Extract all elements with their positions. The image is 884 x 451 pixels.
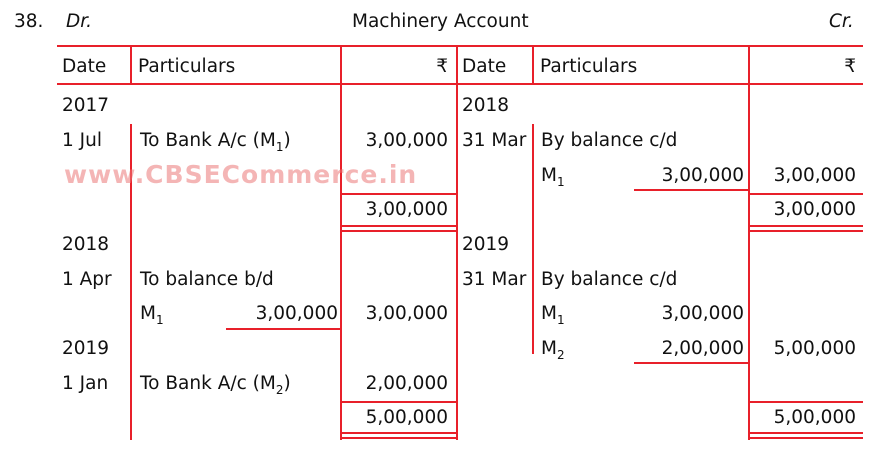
debit-particulars-header: Particulars — [138, 56, 236, 77]
debit-amount-header: ₹ — [436, 56, 448, 77]
credit-total2-top-rule — [750, 401, 863, 403]
credit-row2-item2-label: $M_2$ — [541, 338, 565, 362]
cr-label: Cr. — [829, 11, 854, 32]
table-top-rule — [57, 45, 863, 47]
debit-total1: 3,00,000 — [365, 199, 448, 220]
credit-amount-header: ₹ — [844, 56, 856, 77]
credit-date-divider-header — [532, 45, 534, 84]
debit-total2-bottom-rule — [342, 432, 456, 434]
credit-row1-item-label: $M_1$ — [541, 165, 565, 189]
credit-row2-amount: 5,00,000 — [773, 338, 856, 359]
credit-total1-top-rule — [750, 193, 863, 195]
debit-date-divider-header — [130, 45, 132, 84]
credit-total1-double-rule — [750, 230, 863, 232]
debit-year-2019: 2019 — [62, 338, 110, 359]
credit-particulars-header: Particulars — [540, 56, 638, 77]
credit-year-2019: 2019 — [462, 234, 510, 255]
account-title: Machinery Account — [352, 11, 529, 32]
debit-row1-amount: 3,00,000 — [365, 130, 448, 151]
debit-row2-date: 1 Apr — [62, 269, 112, 290]
debit-total2: 5,00,000 — [365, 407, 448, 428]
watermark: www.CBSECommerce.in — [64, 160, 418, 189]
credit-year-2018: 2018 — [462, 95, 510, 116]
debit-row1-date: 1 Jul — [62, 130, 102, 151]
debit-total2-double-rule — [342, 437, 456, 439]
debit-row3-particulars: To Bank A/c $(M_2)$ — [140, 373, 291, 397]
debit-total1-double-rule — [342, 230, 456, 232]
debit-total2-top-rule — [342, 401, 456, 403]
credit-date-divider — [532, 124, 534, 354]
credit-total2: 5,00,000 — [773, 407, 856, 428]
debit-total1-top-rule — [342, 193, 456, 195]
debit-row2-particulars: To balance b/d — [140, 269, 274, 290]
credit-row2-item1-inner: 3,00,000 — [661, 303, 744, 324]
debit-row3-amount: 2,00,000 — [365, 373, 448, 394]
credit-particulars-divider — [748, 45, 750, 440]
debit-row3-date: 1 Jan — [62, 373, 109, 394]
credit-row1-date: 31 Mar — [462, 130, 527, 151]
credit-row2-item1-label: $M_1$ — [541, 303, 565, 327]
credit-row1-particulars: By balance c/d — [541, 130, 678, 151]
credit-total2-bottom-rule — [750, 432, 863, 434]
credit-inner1-underline — [634, 189, 748, 191]
debit-total1-bottom-rule — [342, 225, 456, 227]
header-bottom-rule — [57, 83, 863, 85]
debit-year-2018: 2018 — [62, 234, 110, 255]
credit-total2-double-rule — [750, 437, 863, 439]
credit-total1: 3,00,000 — [773, 199, 856, 220]
credit-row2-date: 31 Mar — [462, 269, 527, 290]
credit-total1-bottom-rule — [750, 225, 863, 227]
credit-row1-item-inner: 3,00,000 — [661, 165, 744, 186]
debit-inner2-underline — [226, 328, 340, 330]
credit-inner2-underline — [634, 362, 748, 364]
debit-row2-item-label: $M_1$ — [140, 303, 164, 327]
credit-row2-item2-inner: 2,00,000 — [661, 338, 744, 359]
question-number: 38. — [14, 11, 44, 32]
debit-row2-item-inner: 3,00,000 — [255, 303, 338, 324]
dr-label: Dr. — [66, 11, 93, 32]
debit-year-2017: 2017 — [62, 95, 110, 116]
center-divider — [456, 45, 458, 440]
debit-row2-amount: 3,00,000 — [365, 303, 448, 324]
debit-row1-particulars: To Bank A/c $(M_1)$ — [140, 130, 291, 154]
credit-date-header: Date — [462, 56, 507, 77]
debit-date-header: Date — [62, 56, 107, 77]
credit-row2-particulars: By balance c/d — [541, 269, 678, 290]
credit-row1-amount: 3,00,000 — [773, 165, 856, 186]
